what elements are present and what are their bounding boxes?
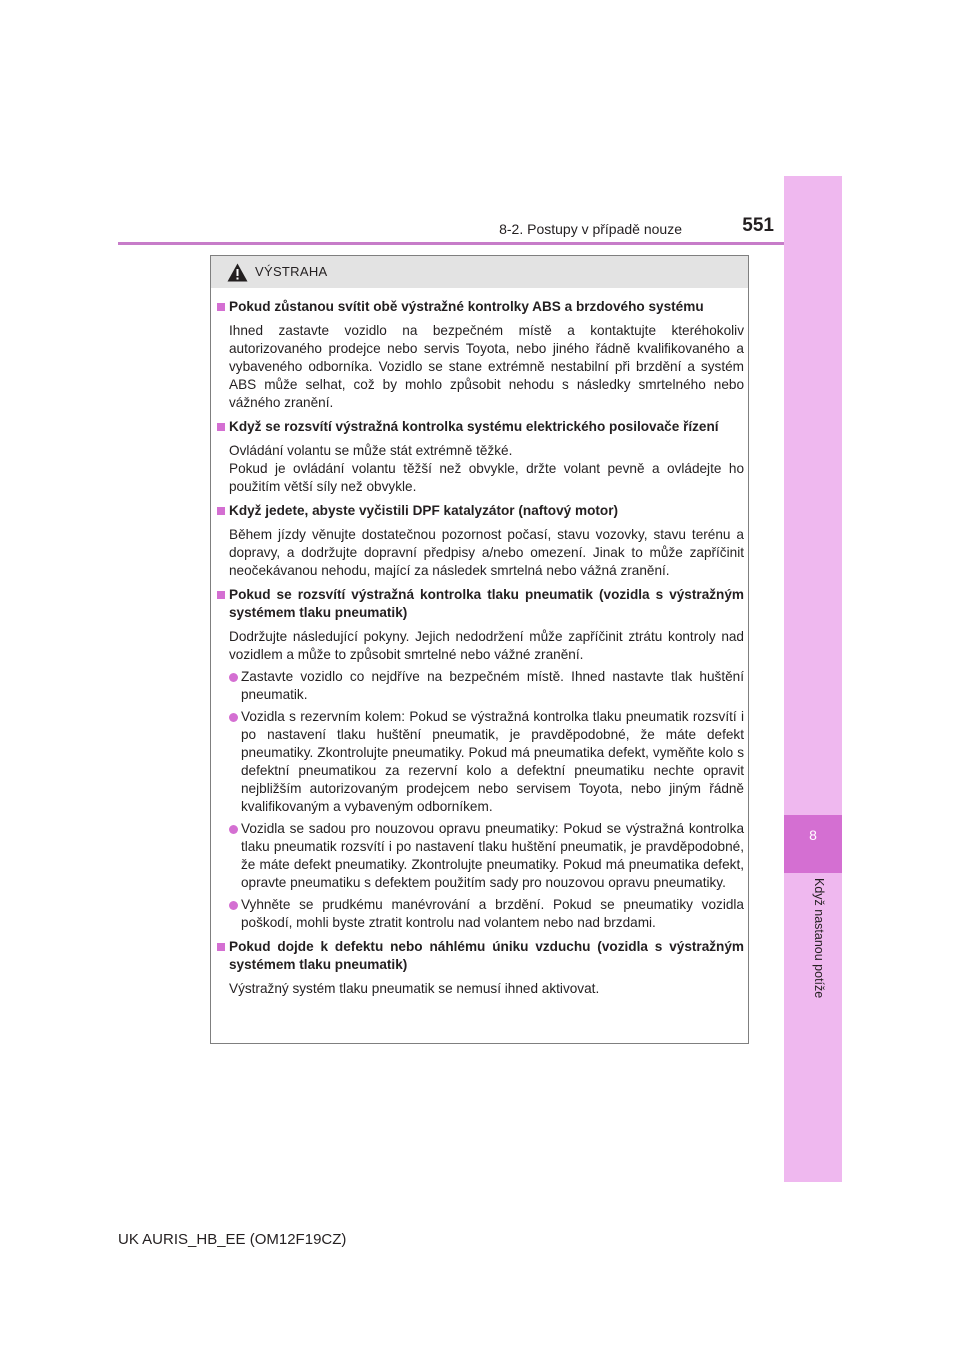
chapter-title: Když nastanou potíže [812, 878, 826, 999]
warning-item-heading: Když se rozsvítí výstražná kontrolka systému elektrického posilovače řízení [229, 419, 719, 434]
round-bullet-icon [229, 713, 238, 722]
warning-title: VÝSTRAHA [255, 264, 328, 279]
warning-item-heading: Pokud zůstanou svítit obě výstražné kontrolky ABS a brzdového systému [229, 299, 704, 314]
square-bullet-icon [217, 507, 225, 515]
warning-subitem-text: Zastavte vozidlo co nejdříve na bezpečném místě. Ihned nastavte tlak huštění pneumatik. [241, 669, 744, 702]
warning-item [217, 418, 744, 496]
warning-item-text: Ihned zastavte vozidlo na bezpečném místě a kontaktujte kteréhokoliv autorizovaného prodejce nebo servis Toyota, nebo jiného řádně kvalifikovaného a vybaveného odborníka. Vozidlo se stane extrémně nestabilní při brzdění a systém ABS může selhat, což by mohlo způsobit nehodu s následky smrtelného nebo vážného zranění. [229, 323, 744, 410]
warning-item-text: Ovládání volantu se může stát extrémně těžké. [229, 443, 513, 458]
warning-item [217, 586, 744, 932]
warning-item [217, 502, 744, 580]
chapter-number-block [784, 815, 842, 873]
square-bullet-icon [217, 303, 225, 311]
warning-content [217, 298, 744, 1004]
warning-item-heading: Pokud se rozsvítí výstražná kontrolka tlaku pneumatik (vozidla s výstražným systémem tlaku pneumatik) [229, 587, 744, 620]
warning-subitem-text: Vozidla s rezervním kolem: Pokud se výstražná kontrolka tlaku pneumatik rozsvítí i po nastavení tlaku huštění pneumatik, je pravděpodobné, že máte defekt pneumatiky. Zkontrolujte pneumatiky. Pokud má pneumatika defekt, vyměňte kolo s defektní pneumatikou za rezervní kolo a defektní pneumatiku nechte opravit nejbližším autorizovaným prodejcem nebo servisem Toyota, nebo jiným řádně kvalifikovaným a vybaveným odborníkem. [241, 709, 744, 814]
warning-subitem [229, 668, 744, 704]
warning-item-text: Výstražný systém tlaku pneumatik se nemusí ihned aktivovat. [229, 981, 600, 996]
warning-header [211, 256, 748, 288]
warning-item-text: Během jízdy věnujte dostatečnou pozornost počasí, stavu vozovky, stavu terénu a dopravy, a dodržujte dopravní předpisy a/nebo omezení. Jinak to může zapříčinit neočekávanou nehodu, mající za následek smrtelná nebo vážná zranění. [229, 527, 744, 578]
warning-item-heading: Když jedete, abyste vyčistili DPF katalyzátor (naftový motor) [229, 503, 619, 518]
warning-item [217, 298, 744, 412]
warning-subitem [229, 708, 744, 816]
page-number: 551 [742, 215, 774, 236]
warning-item-text: Pokud je ovládání volantu těžší než obvykle, držte volant pevně a ovládejte ho použitím větší síly než obvykle. [229, 461, 744, 494]
header-rule [118, 242, 784, 245]
warning-triangle-icon [227, 263, 248, 282]
warning-subitem-text: Vyhněte se prudkému manévrování a brzdění. Pokud se pneumatiky vozidla poškodí, mohli byste ztratit kontrolu nad volantem nebo nad brzdami. [241, 897, 744, 930]
square-bullet-icon [217, 943, 225, 951]
square-bullet-icon [217, 423, 225, 431]
warning-item-heading: Pokud dojde k defektu nebo náhlému úniku vzduchu (vozidla s výstražným systémem tlaku pneumatik) [229, 939, 744, 972]
document-code: UK AURIS_HB_EE (OM12F19CZ) [118, 1231, 347, 1248]
warning-subitem [229, 896, 744, 932]
warning-box [210, 255, 749, 1044]
warning-item-text: Dodržujte následující pokyny. Jejich nedodržení může zapříčinit ztrátu kontroly nad vozidlem a může to způsobit smrtelné nebo vážné zranění. [229, 629, 744, 662]
square-bullet-icon [217, 591, 225, 599]
round-bullet-icon [229, 901, 238, 910]
warning-subitem [229, 820, 744, 892]
warning-subitem-text: Vozidla se sadou pro nouzovou opravu pneumatiky: Pokud se výstražná kontrolka tlaku pneumatik rozsvítí i po nastavení tlaku huštění pneumatik, je pravděpodobné, že máte defekt pneumatiky. Zkontrolujte pneumatiky. Pokud má pneumatika defekt, opravte pneumatiku s defektem použitím sady pro nouzovou opravu pneumatiky. [241, 821, 744, 890]
section-title: 8-2. Postupy v případě nouze [499, 221, 682, 237]
chapter-number: 8 [809, 827, 817, 843]
round-bullet-icon [229, 825, 238, 834]
warning-item [217, 938, 744, 998]
round-bullet-icon [229, 673, 238, 682]
